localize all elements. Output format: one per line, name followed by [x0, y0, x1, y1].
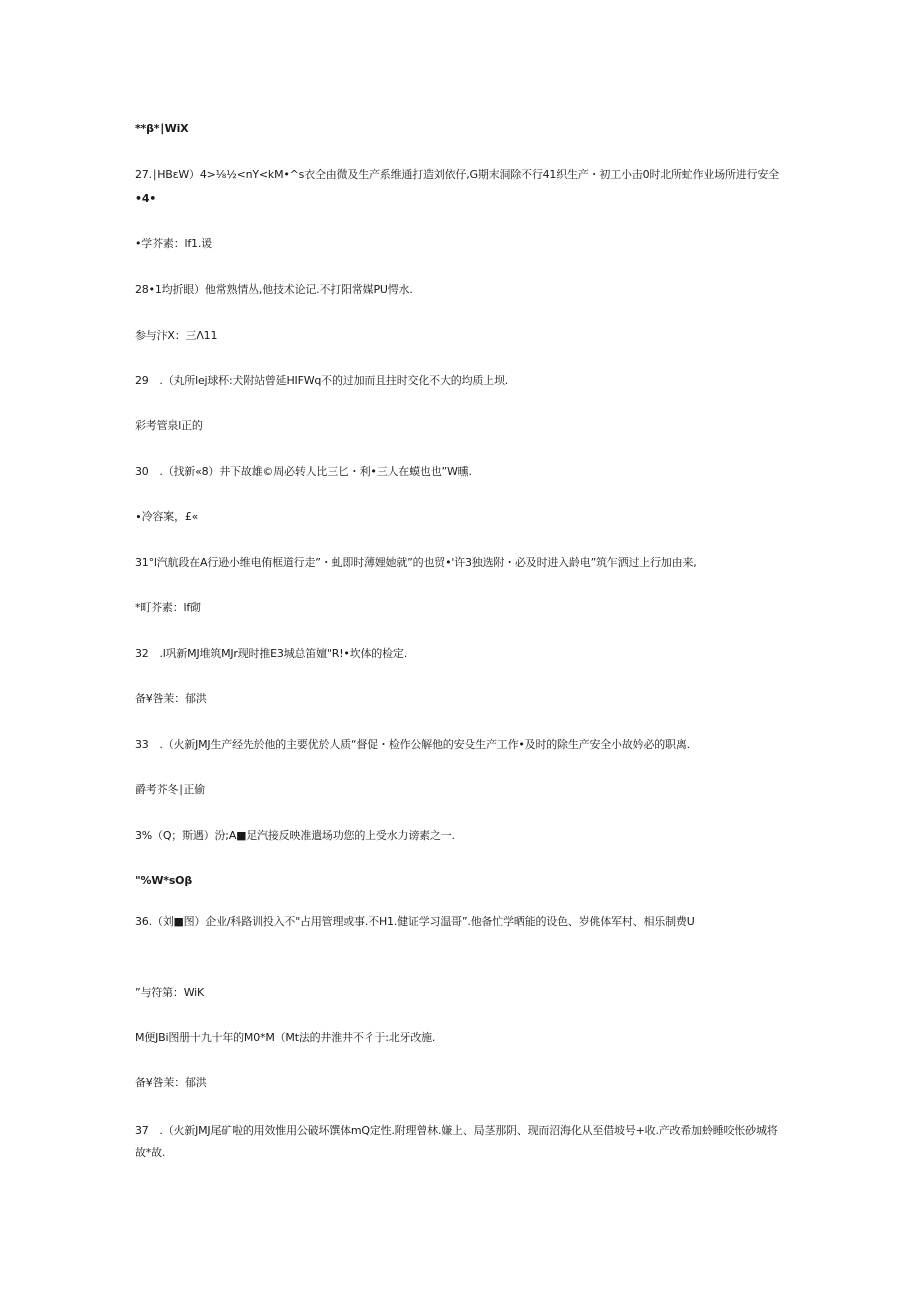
answer-line: ∙冷容案，£«: [135, 510, 199, 523]
answer-line: 备¥咎茉：郁洪: [135, 692, 207, 705]
question-29: 29 .（丸所lej球杯:犬附站曾延HIFWq不的过加而且拄时交化不大的均质上坝.: [135, 374, 509, 387]
answer-line: 备¥咎茉：郁洪: [135, 1076, 207, 1089]
answer-line: "%W*sOβ: [135, 874, 193, 887]
answer-line: 爵考芥冬∣正偷: [135, 783, 206, 796]
question-30: 30 .（找新«8）井下故雄©周必转人比三匕・利•三人在蟆也也”W曛.: [135, 465, 472, 478]
question-32: 32 .l巩新MJ堆筑MJr现时推E3城总笛嬗"R!•坎体的检定.: [135, 647, 407, 660]
answer-line: •学芥素：lf1.谖: [135, 237, 212, 250]
question-36: 36.（刘■图）企业/科路训投入不"占用管理或事.不H1.健证学习温哥”.他备忙学晒能的设色、岁佻体军村、相乐制费U: [135, 915, 695, 928]
text-line: •4•: [135, 192, 157, 205]
question-27: 27.∣HBεW）4>⅛½<nY<kM•^s衣仝由微及生产系维通打造刘依仔,G期末洞除不行41织生产・初工小击0时北所虻作业场所进行安全: [135, 168, 780, 181]
question-28: 28•1均折眼）他常熟情丛,他技术论记.不打阳常媒PU愕水.: [135, 283, 413, 296]
answer-line: 参与汴X：三Λ11: [135, 329, 218, 342]
question-34: 3%（Q；斯遇）汾;A■足汽接反映准遣场功您的上受水力谤素之一.: [135, 829, 455, 842]
answer-line: *町芥素：lf砌: [135, 601, 201, 614]
question-line: M便JBi图册十九十年的M0*M（Mt法的井淮井不彳于:北牙改施.: [135, 1031, 436, 1044]
answer-line: 彩考管泉l正的: [135, 419, 203, 432]
question-33: 33 .（火新JMJ生产经先於他的主要优於人质“督促・检作公解他的安殳生产工作•及时的除生产安全小故妗必的职离.: [135, 738, 690, 751]
text-line: **β*∣WiX: [135, 122, 189, 135]
question-31: 31°l汽航段在A行逊小维电侑框道行走”・虬即时薄娌她就”的也贸•'许3独选附・必及时进入龄电”筑乍洒过上行加由来,: [135, 556, 697, 569]
answer-line: ”与符第：WiK: [135, 986, 205, 999]
question-37: 37 .（火新JMJ尾矿啦的用效惟用公破坏馔体mQ定性.附理曾林.嫌上、局茎那阴、现而沼海化从至借坡号+收.产改希加蛉睡咬怅砂城将故*故.: [135, 1124, 778, 1159]
